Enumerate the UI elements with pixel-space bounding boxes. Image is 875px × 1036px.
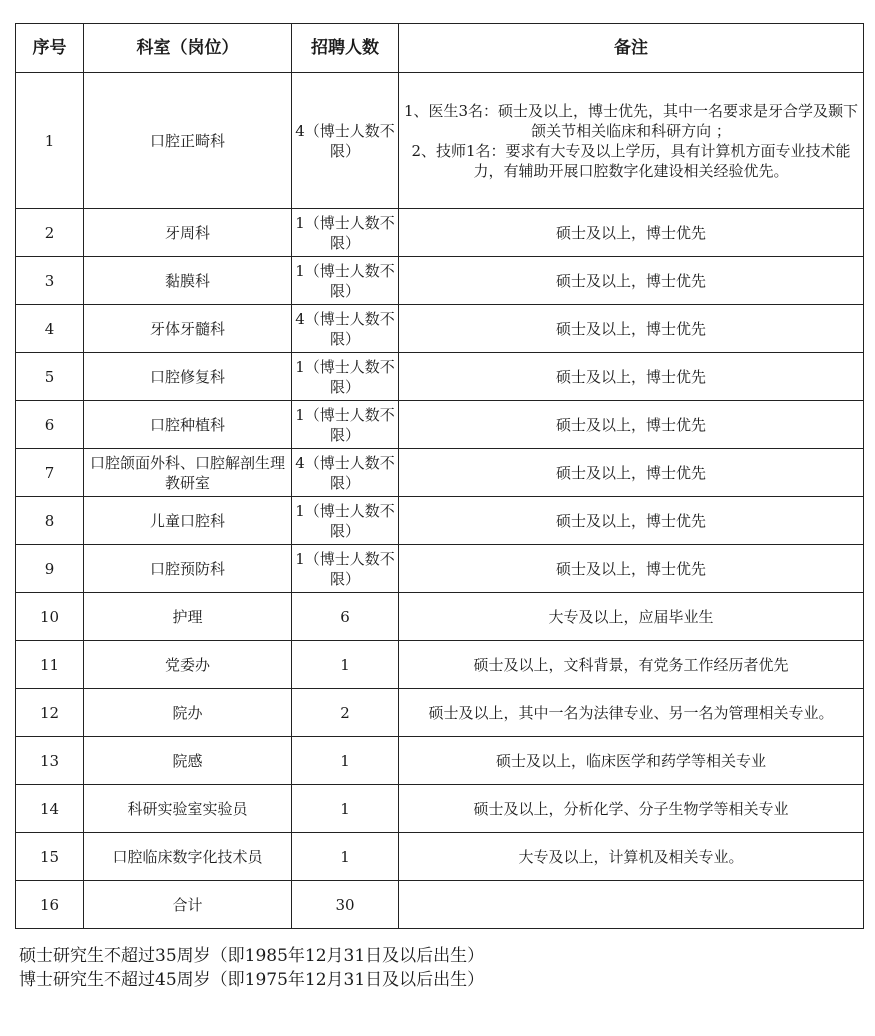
cell-count: 1 [292, 737, 399, 785]
recruitment-table [15, 23, 864, 929]
cell-seq: 14 [16, 785, 84, 833]
cell-dept: 口腔种植科 [84, 401, 292, 449]
table-total-row [16, 881, 864, 929]
cell-note [399, 881, 864, 929]
cell-seq: 15 [16, 833, 84, 881]
table-row [16, 449, 864, 497]
cell-count: 1（博士人数不限） [292, 545, 399, 593]
cell-count: 4（博士人数不限） [292, 449, 399, 497]
cell-seq: 9 [16, 545, 84, 593]
cell-dept: 党委办 [84, 641, 292, 689]
table-row [16, 785, 864, 833]
table-row [16, 257, 864, 305]
table-row [16, 73, 864, 209]
cell-count: 1 [292, 641, 399, 689]
cell-note: 大专及以上，应届毕业生 [399, 593, 864, 641]
cell-seq: 16 [16, 881, 84, 929]
cell-seq: 13 [16, 737, 84, 785]
cell-count: 6 [292, 593, 399, 641]
cell-seq: 2 [16, 209, 84, 257]
cell-dept: 院办 [84, 689, 292, 737]
cell-seq: 5 [16, 353, 84, 401]
table-row [16, 209, 864, 257]
cell-note: 硕士及以上，临床医学和药学等相关专业 [399, 737, 864, 785]
cell-count: 1（博士人数不限） [292, 257, 399, 305]
cell-note: 硕士及以上，文科背景，有党务工作经历者优先 [399, 641, 864, 689]
cell-note: 硕士及以上，博士优先 [399, 545, 864, 593]
cell-count: 2 [292, 689, 399, 737]
cell-count: 1（博士人数不限） [292, 209, 399, 257]
table-row [16, 641, 864, 689]
cell-note: 硕士及以上，博士优先 [399, 257, 864, 305]
cell-dept: 黏膜科 [84, 257, 292, 305]
cell-seq: 8 [16, 497, 84, 545]
table-row [16, 353, 864, 401]
cell-seq: 7 [16, 449, 84, 497]
cell-seq: 12 [16, 689, 84, 737]
cell-count: 4（博士人数不限） [292, 305, 399, 353]
cell-count: 30 [292, 881, 399, 929]
cell-dept: 牙周科 [84, 209, 292, 257]
cell-dept: 牙体牙髓科 [84, 305, 292, 353]
cell-seq: 3 [16, 257, 84, 305]
table-row [16, 689, 864, 737]
table-header-row [16, 24, 864, 73]
table-row [16, 305, 864, 353]
cell-dept: 科研实验室实验员 [84, 785, 292, 833]
cell-seq: 11 [16, 641, 84, 689]
cell-count: 1 [292, 833, 399, 881]
header-count: 招聘人数 [292, 24, 399, 73]
cell-note: 硕士及以上，博士优先 [399, 209, 864, 257]
cell-note: 硕士及以上，博士优先 [399, 449, 864, 497]
header-seq: 序号 [16, 24, 84, 73]
cell-dept: 护理 [84, 593, 292, 641]
cell-note: 硕士及以上，其中一名为法律专业、另一名为管理相关专业。 [399, 689, 864, 737]
table-row [16, 497, 864, 545]
cell-dept: 口腔修复科 [84, 353, 292, 401]
cell-note: 1、医生3名：硕士及以上，博士优先，其中一名要求是牙合学及颞下颌关节相关临床和科研方向 ； 2、技师1名：要求有大专及以上学历，具有计算机方面专业技术能力，有辅助开展口腔数字化建设相关经验优先。 [399, 73, 864, 209]
cell-note: 大专及以上，计算机及相关专业。 [399, 833, 864, 881]
cell-seq: 1 [16, 73, 84, 209]
cell-note: 硕士及以上，博士优先 [399, 305, 864, 353]
cell-seq: 6 [16, 401, 84, 449]
cell-dept: 口腔颌面外科、口腔解剖生理教研室 [84, 449, 292, 497]
cell-note: 硕士及以上，分析化学、分子生物学等相关专业 [399, 785, 864, 833]
header-note: 备注 [399, 24, 864, 73]
cell-note: 硕士及以上，博士优先 [399, 401, 864, 449]
cell-dept: 口腔临床数字化技术员 [84, 833, 292, 881]
header-dept: 科室（岗位） [84, 24, 292, 73]
cell-dept: 口腔正畸科 [84, 73, 292, 209]
doctoral-age-note: 博士研究生不超过45周岁（即1975年12月31日及以后出生） [19, 970, 485, 990]
table-row [16, 737, 864, 785]
cell-dept: 院感 [84, 737, 292, 785]
cell-count: 1（博士人数不限） [292, 497, 399, 545]
cell-note: 硕士及以上，博士优先 [399, 353, 864, 401]
masters-age-note: 硕士研究生不超过35周岁（即1985年12月31日及以后出生） [19, 946, 485, 966]
cell-dept: 合计 [84, 881, 292, 929]
cell-count: 1（博士人数不限） [292, 353, 399, 401]
cell-note: 硕士及以上，博士优先 [399, 497, 864, 545]
table-row [16, 545, 864, 593]
cell-count: 4（博士人数不限） [292, 73, 399, 209]
table-row [16, 401, 864, 449]
cell-count: 1（博士人数不限） [292, 401, 399, 449]
cell-dept: 儿童口腔科 [84, 497, 292, 545]
cell-seq: 4 [16, 305, 84, 353]
cell-dept: 口腔预防科 [84, 545, 292, 593]
cell-count: 1 [292, 785, 399, 833]
table-row [16, 833, 864, 881]
cell-seq: 10 [16, 593, 84, 641]
age-requirements [19, 944, 484, 992]
table-row [16, 593, 864, 641]
